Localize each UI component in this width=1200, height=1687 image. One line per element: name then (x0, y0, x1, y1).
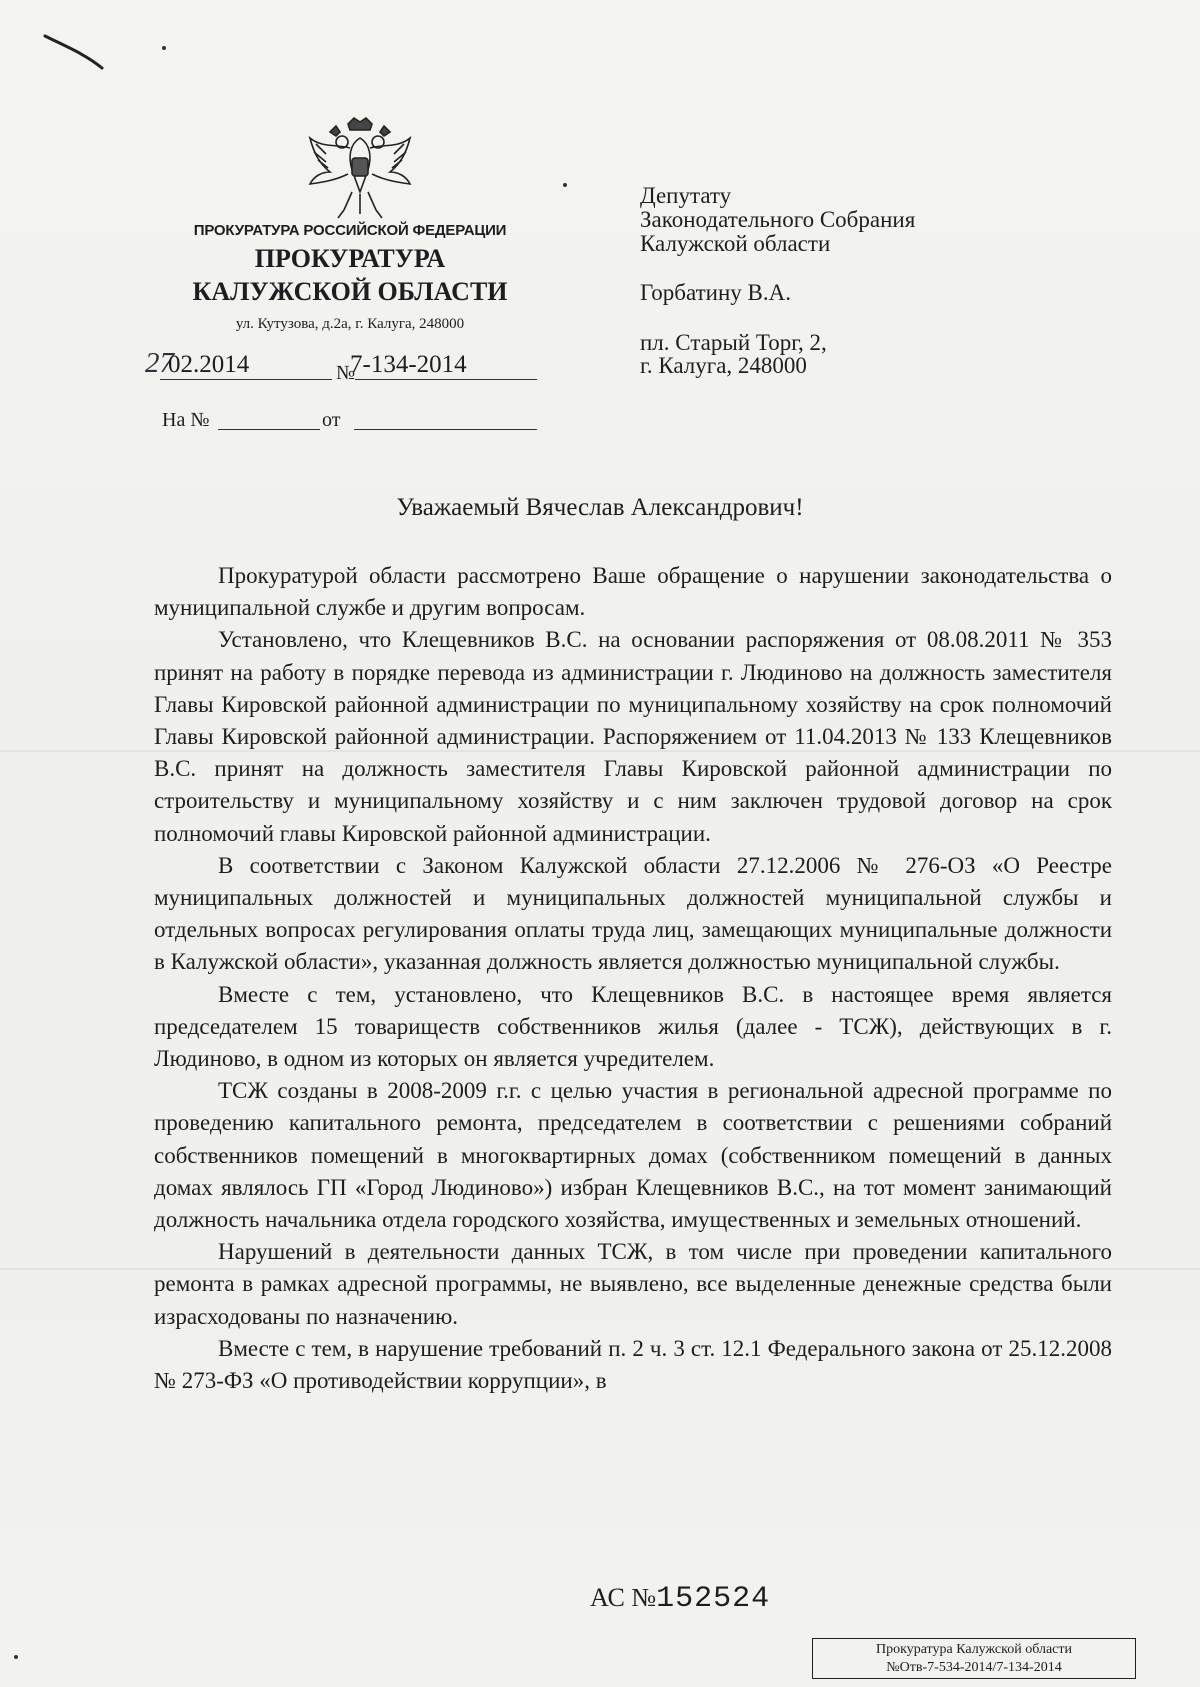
reference-number-label: На № (162, 409, 210, 431)
speck (162, 46, 166, 50)
stamp-line2: №Отв-7-534-2014/7-134-2014 (886, 1660, 1062, 1675)
recipient-title-line1: Депутату (640, 183, 732, 208)
letter-body (154, 560, 1112, 1397)
body-paragraph: В соответствии с Законом Калужской области 27.12.2006 № 276-ОЗ «О Реестре муниципальных должностей и муниципальных должностей муниципальной службы и отдельных вопросах регулирования оплаты труда лиц, замещающих муниципальные должности в Калужской области», указанная должность является должностью муниципальной службы. (154, 852, 1112, 975)
form-serial-number (590, 1582, 770, 1616)
reference-date-underline (354, 429, 537, 430)
handwritten-day: 27 (145, 347, 174, 379)
federation-title: ПРОКУРАТУРА РОССИЙСКОЙ ФЕДЕРАЦИИ (193, 222, 507, 239)
organization-address: ул. Кутузова, д.2а, г. Калуга, 248000 (235, 316, 465, 332)
recipient-name: Горбатину В.А. (640, 280, 791, 305)
salutation: Уважаемый Вячеслав Александрович! (396, 494, 804, 521)
date-underline (160, 379, 332, 380)
outgoing-number: 7-134-2014 (350, 351, 467, 378)
body-paragraph: Нарушений в деятельности данных ТСЖ, в том числе при проведении капитального ремонта в рамках адресной программы, не выявлено, все выделенные денежные средства были израсходованы по назначению. (154, 1239, 1112, 1329)
registration-stamp (812, 1638, 1136, 1679)
recipient-title-line2: Законодательного Собрания (640, 207, 916, 232)
pen-mark-icon (40, 32, 110, 72)
serial-prefix: АС № (590, 1583, 657, 1612)
body-paragraph: Прокуратурой области рассмотрено Ваше обращение о нарушении законодательства о муниципальной службе и другим вопросам. (154, 563, 1112, 621)
speck (14, 1655, 18, 1659)
body-paragraph: Установлено, что Клещевников В.С. на основании распоряжения от 08.08.2011 № 353 принят на работу в порядке перевода из администрации г. Людиново на должность заместителя Главы Кировской районной администрации по муниципальному хозяйству на срок полномочий Главы Кировской районной администрации. Распоряжением от 11.04.2013 № 133 Клещевников В.С. принят на должность заместителя Главы Кировской районной администрации по строительству и муниципальному хозяйству и с ним заключен трудовой договор на срок полномочий главы Кировской районной администрации. (154, 627, 1112, 846)
body-paragraph: ТСЖ созданы в 2008-2009 г.г. с целью участия в региональной адресной программе по проведению капитального ремонта, председателем в соответствии с решениями собраний собственников помещений в многоквартирных домах (собственником помещений в данных домах являлось ГП «Город Людиново») избран Клещевников В.С., на тот момент занимающий должность начальника отдела городского хозяйства, имущественных и земельных отношений. (154, 1078, 1112, 1233)
organization-name-line1: ПРОКУРАТУРА (254, 244, 446, 273)
body-paragraph: Вместе с тем, в нарушение требований п. 2 ч. 3 ст. 12.1 Федерального закона от 25.12.2008 № 273-ФЗ «О противодействии коррупции», в (154, 1335, 1112, 1394)
body-paragraph: Вместе с тем, установлено, что Клещевников В.С. в настоящее время является председателем 15 товариществ собственников жилья (далее - ТСЖ), действующих в г. Людиново, в одном из которых он является учредителем. (154, 981, 1112, 1072)
organization-name-line2: КАЛУЖСКОЙ ОБЛАСТИ (192, 277, 508, 306)
recipient-address-line2: г. Калуга, 248000 (640, 353, 807, 378)
number-sign: № (336, 362, 356, 384)
outgoing-date: 02.2014 (168, 351, 250, 378)
recipient-address-line1: пл. Старый Торг, 2, (640, 330, 827, 355)
number-underline (355, 379, 537, 380)
recipient-title-line3: Калужской области (640, 231, 831, 256)
serial-digits: 152524 (656, 1582, 771, 1616)
stamp-line1: Прокуратура Калужской области (875, 1642, 1073, 1657)
russian-coat-of-arms-icon (300, 114, 420, 222)
reference-number-underline (218, 429, 320, 430)
speck (563, 183, 567, 187)
reference-date-label: от (322, 409, 341, 431)
